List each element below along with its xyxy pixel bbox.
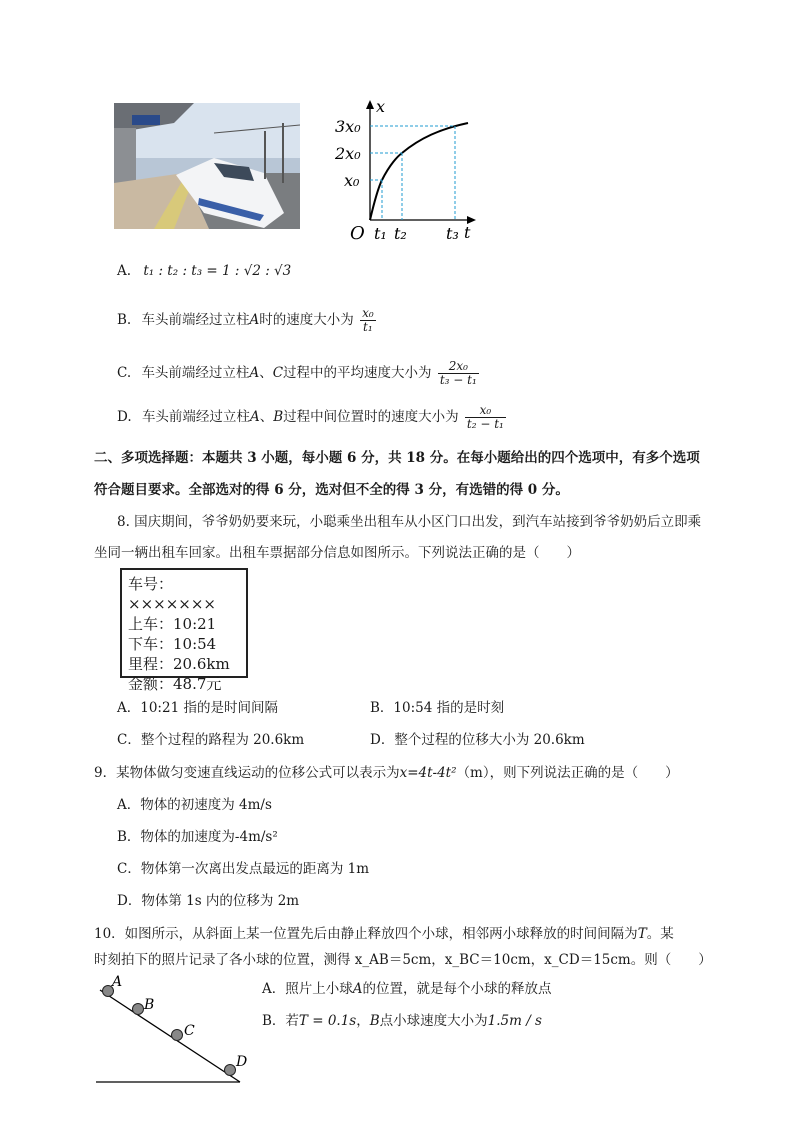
taxi-receipt — [120, 568, 248, 693]
q10-option-a[interactable]: A．照片上小球A的位置，就是每个小球的释放点 — [262, 981, 552, 997]
q9-option-a[interactable]: A．物体的初速度为 4m/s — [117, 797, 272, 813]
q9-option-d[interactable]: D．物体第 1s 内的位移为 2m — [117, 893, 300, 909]
ball-d — [225, 1065, 236, 1076]
fraction-c: $\frac{\text{2x₀}}{\text{t₃ − t₁}}$ — [439, 359, 477, 388]
incline-figure — [94, 970, 254, 1086]
y-tick-3x0: 3x₀ — [335, 117, 361, 136]
receipt-boarding-time: 上车：10:21 — [128, 615, 217, 633]
q7-option-c[interactable]: C. 车头前端经过立柱A、C过程中的平均速度大小为 $\frac{\text{2x₀}}{\text{t₃ − t₁}}$ — [117, 359, 477, 388]
q10-stem-line1: 10．如图所示，从斜面上某一位置先后由静止释放四个小球，相邻两小球释放的时间间隔为T。某 — [94, 926, 674, 942]
x-tick-t2: t₂ — [394, 224, 407, 243]
q8-stem-line2: 坐同一辆出租车回家。出租车票据部分信息如图所示。下列说法正确的是（ ） — [94, 545, 580, 561]
q9-stem: 9．某物体做匀变速直线运动的位移公式可以表示为x=4t-4t²（m），则下列说法正确的是（ ） — [94, 765, 679, 781]
option-a-expression: t₁ : t₂ : t₃ = 1 : √2 : √3 — [143, 263, 292, 279]
q8-option-d[interactable]: D．整个过程的位移大小为 20.6km — [370, 732, 585, 748]
x-axis-label: t — [464, 223, 471, 242]
q9-option-c[interactable]: C．物体第一次离出发点最远的距离为 1m — [117, 861, 370, 877]
fraction-d: $\frac{\text{x₀}}{\text{t₂ − t₁}}$ — [466, 403, 504, 432]
label-d: D — [236, 1054, 248, 1070]
incline-surface — [100, 990, 240, 1082]
q8-option-b[interactable]: B．10:54 指的是时刻 — [370, 700, 505, 716]
y-tick-2x0: 2x₀ — [335, 144, 361, 163]
y-tick-x0: x₀ — [344, 171, 360, 190]
section2-line1: 二、多项选择题：本题共 3 小题，每小题 6 分，共 18 分。在每小题给出的四个选项中，有多个选项 — [94, 450, 700, 466]
receipt-fare: 金额：48.7元 — [128, 675, 222, 693]
ball-c — [172, 1030, 183, 1041]
xt-curve — [370, 123, 468, 220]
x-tick-t3: t₃ — [446, 224, 459, 243]
receipt-car-number: 车号：××××××× — [128, 575, 216, 613]
q10-option-b[interactable]: B．若T = 0.1s，B点小球速度大小为1.5m / s — [262, 1013, 542, 1029]
section2-line2: 符合题目要求。全部选对的得 6 分，选对但不全的得 3 分，有选错的得 0 分。 — [94, 482, 569, 498]
label-a: A — [112, 974, 123, 990]
y-axis-label: x — [376, 98, 386, 116]
q7-option-b[interactable]: B. 车头前端经过立柱A时的速度大小为 $\frac{\text{x₀}}{\text{t₁}}$ — [117, 306, 374, 335]
label-c: C — [184, 1023, 195, 1039]
origin-label: O — [350, 223, 365, 244]
fraction-b: $\frac{\text{x₀}}{\text{t₁}}$ — [362, 306, 374, 335]
y-axis-arrow — [366, 100, 374, 109]
q8-stem-line1: 8. 国庆期间，爷爷奶奶要来玩，小聪乘坐出租车从小区门口出发，到汽车站接到爷爷奶奶后立即乘 — [117, 514, 702, 530]
receipt-alighting-time: 下车：10:54 — [128, 635, 217, 653]
q9-formula: x=4t-4t² — [399, 765, 457, 781]
xt-graph — [330, 98, 480, 246]
receipt-distance: 里程：20.6km — [128, 655, 230, 673]
ball-b — [133, 1004, 144, 1015]
q10-stem-line2: 时刻拍下的照片记录了各小球的位置，测得 x_AB＝5cm，x_BC＝10cm，x_CD＝15cm。则（ ） — [94, 952, 712, 968]
label-b: B — [144, 997, 155, 1013]
q8-option-c[interactable]: C．整个过程的路程为 20.6km — [117, 732, 305, 748]
q8-option-a[interactable]: A．10:21 指的是时间间隔 — [117, 700, 278, 716]
q7-option-a[interactable]: A. t₁ : t₂ : t₃ = 1 : √2 : √3 — [117, 263, 292, 279]
x-tick-t1: t₁ — [374, 224, 387, 243]
q7-option-d[interactable]: D. 车头前端经过立柱A、B过程中间位置时的速度大小为 $\frac{\text{x₀}}{\text{t₂ − t₁}}$ — [117, 403, 504, 432]
train-photo — [114, 103, 300, 229]
q9-option-b[interactable]: B．物体的加速度为-4m/s² — [117, 829, 278, 845]
